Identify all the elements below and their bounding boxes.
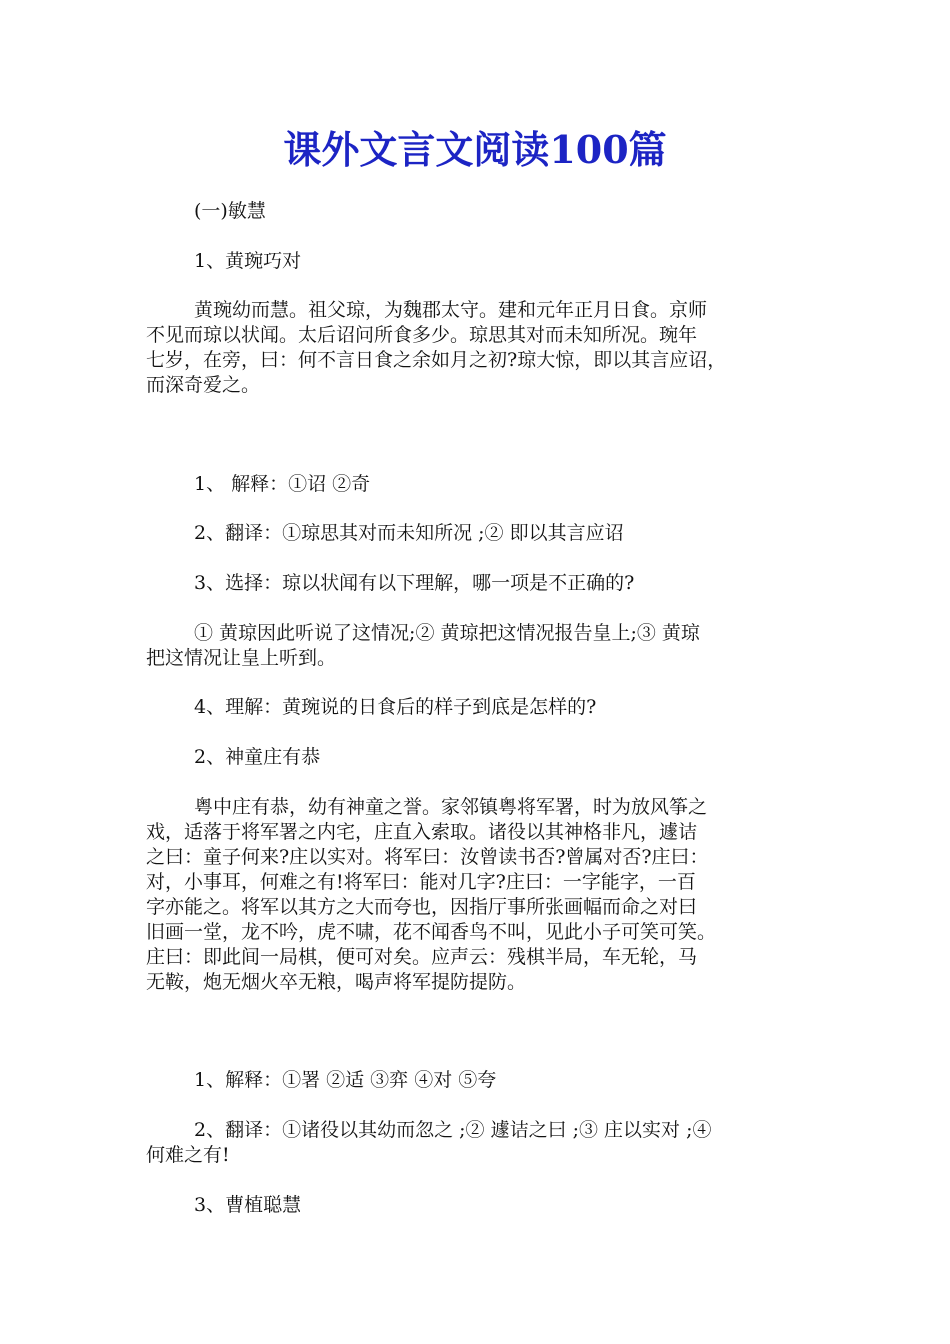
story-title: 2、神童庄有恭 [194,746,321,768]
question-item: 4、理解：黄琬说的日食后的样子到底是怎样的? [194,696,597,718]
paragraph-line: 何难之有! [146,1144,230,1166]
paragraph-line: 旧画一堂，龙不吟，虎不啸，花不闻香鸟不叫，见此小子可笑可笑。 [146,921,717,943]
document-title: 课外文言文阅读100篇 [283,127,667,172]
story-body [146,795,808,995]
paragraph-line: 粤中庄有恭，幼有神童之誉。家邻镇粤将军署，时为放风筝之 [194,796,708,818]
paragraph-line: 戏，适落于将军署之内宅，庄直入索取。诸役以其神格非凡，遽诘 [146,821,698,843]
story-body [146,298,808,398]
story-title: 1、黄琬巧对 [194,250,302,272]
paragraph-line: 七岁，在旁，曰：何不言日食之余如月之初?琼大惊，即以其言应诏， [146,349,727,371]
question-item: 1、解释：①署 ②适 ③弈 ④对 ⑤夸 [194,1069,497,1091]
question-item: 2、翻译：①琼思其对而未知所况 ;② 即以其言应诏 [194,522,624,544]
question-item [146,1118,808,1168]
paragraph-line: 2、翻译：①诸役以其幼而忽之 ;② 遽诘之曰 ;③ 庄以实对 ;④ [194,1119,712,1141]
paragraph-line: ① 黄琼因此听说了这情况;② 黄琼把这情况报告皇上;③ 黄琼 [194,622,700,644]
story-title: 3、曹植聪慧 [194,1194,302,1216]
question-item: 3、选择：琼以状闻有以下理解，哪一项是不正确的? [194,572,635,594]
paragraph-line: 无鞍，炮无烟火卒无粮，喝声将军提防提防。 [146,971,527,993]
section-heading: (一)敏慧 [194,200,266,222]
paragraph-line: 之曰：童子何来?庄以实对。将军曰：汝曾读书否?曾属对否?庄曰： [146,846,709,868]
paragraph-line: 而深奇爱之。 [146,374,261,396]
paragraph-line: 把这情况让皇上听到。 [146,647,337,669]
paragraph-line: 黄琬幼而慧。祖父琼，为魏郡太守。建和元年正月日食。京师 [194,299,708,321]
paragraph-line: 不见而琼以状闻。太后诏问所食多少。琼思其对而未知所况。琬年 [146,324,698,346]
paragraph-line: 庄曰：即此间一局棋，便可对矣。应声云：残棋半局，车无轮，马 [146,946,698,968]
paragraph-line: 字亦能之。将军以其方之大而夸也，因指厅事所张画幅而命之对曰 [146,896,698,918]
question-item: 1、 解释：①诏 ②奇 [194,473,371,495]
question-options [146,621,808,671]
paragraph-line: 对，小事耳，何难之有!将军曰：能对几字?庄曰：一字能字，一百 [146,871,696,893]
